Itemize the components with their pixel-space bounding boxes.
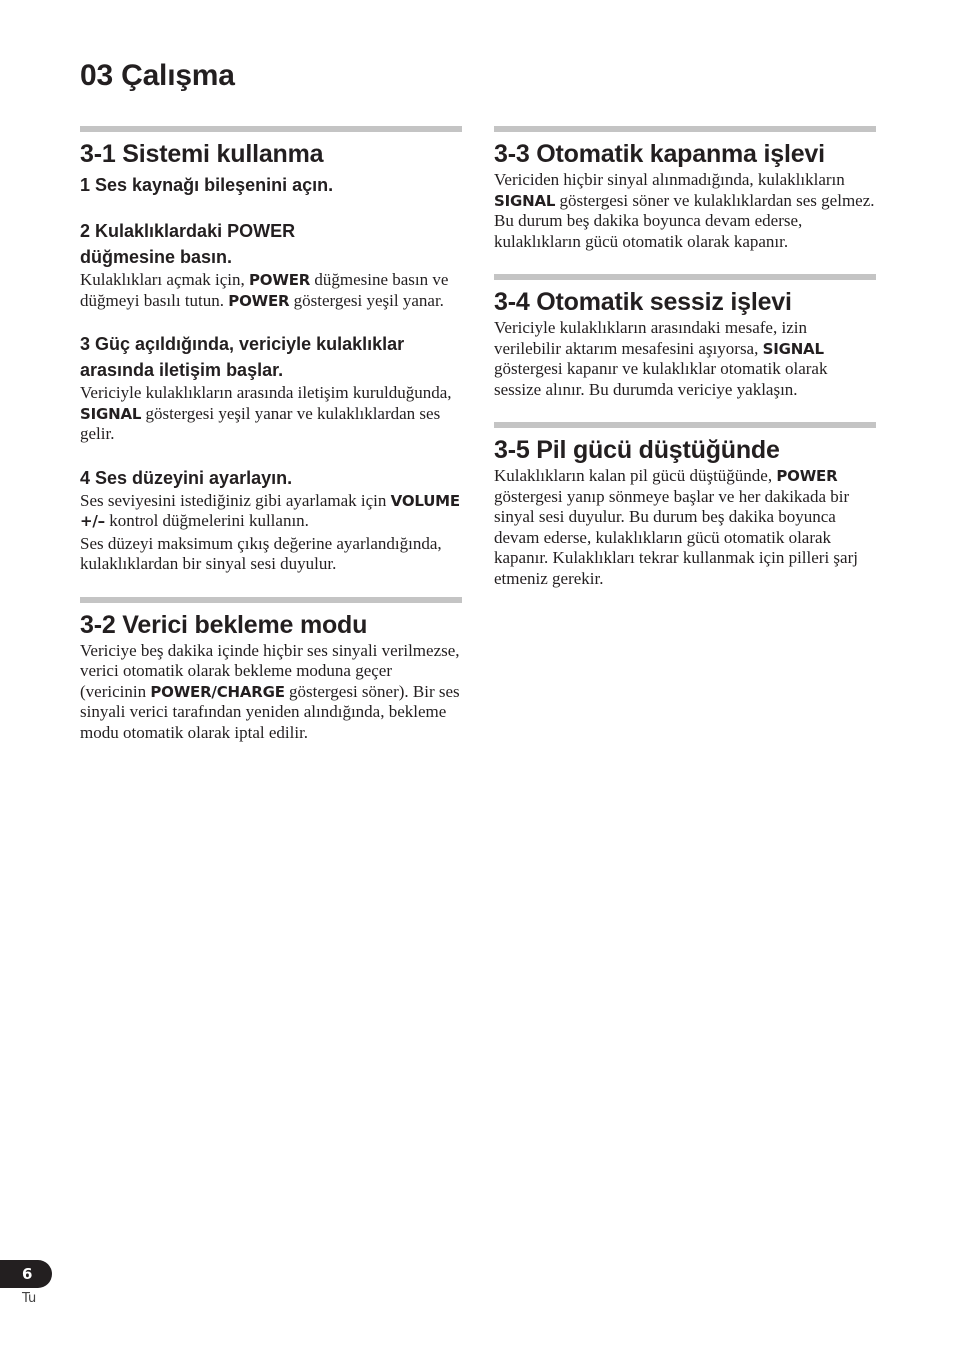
step-heading: 3 Güç açıldığında, vericiyle kulaklıklar arasında iletişim başlar. — [80, 334, 405, 380]
section-body: Vericiye beş dakika içinde hiçbir ses sinyali verilmezse, verici otomatik olarak bekleme moduna geçer (vericinin POWER/CHARGE göstergesi söner). Bir ses sinyali verici tarafından yeniden alındığında, bekleme modu otomatik olarak iptal edilir. — [80, 640, 460, 742]
step-2 — [80, 218, 462, 311]
step-heading: 4 Ses düzeyini ayarlayın. — [80, 467, 293, 488]
right-column — [494, 126, 876, 611]
keyword: SIGNAL — [80, 404, 142, 423]
section-heading: 3-5 Pil gücü düştüğünde — [494, 436, 780, 464]
section-body: Vericiyle kulaklıkların arasındaki mesafe, izin verilebilir aktarım mesafesini aşıyorsa, SIGNAL göstergesi kapanır ve kulaklıklar otomatik olarak sessize alınır. Bu durumda vericiye yaklaşın. — [494, 318, 828, 399]
section-body: Kulaklıkların kalan pil gücü düştüğünde, POWER göstergesi yanıp sönmeye başlar ve her dakikada bir sinyal sesi duyulur. Bu durum beş dakika boyunca devam ederse, kulaklıkların gücü otomatik olarak kapanır. Kulaklıkları tekrar kullanmak için pilleri şarj etmeniz gerekir. — [494, 466, 858, 588]
step-heading: 1 Ses kaynağı bileşenini açın. — [80, 175, 334, 195]
step-body: Vericiyle kulaklıkların arasında iletişim kurulduğunda, SIGNAL göstergesi yeşil yanar ve kulaklıklardan ses gelir. — [80, 383, 452, 443]
section-3-1 — [80, 126, 462, 575]
section-rule — [494, 422, 876, 428]
section-heading: 3-2 Verici bekleme modu — [80, 610, 368, 639]
page-number-tab: 6 — [0, 1260, 52, 1288]
section-heading: 3-4 Otomatik sessiz işlevi — [494, 288, 792, 316]
section-3-3 — [494, 126, 876, 252]
step-3 — [80, 331, 462, 445]
keyword: POWER — [228, 291, 290, 310]
keyword: POWER — [249, 271, 311, 289]
section-rule — [80, 126, 462, 132]
section-heading: 3-1 Sistemi kullanma — [80, 140, 324, 168]
left-column — [80, 126, 462, 765]
section-rule — [80, 597, 462, 603]
section-body: Vericiden hiçbir sinyal alınmadığında, kulaklıkların SIGNAL göstergesi söner ve kulaklıklardan ses gelmez. Bu durum beş dakika boyunca devam ederse, kulaklıkların gücü otomatik olarak kapanır. — [494, 170, 875, 251]
step-body: Ses seviyesini istediğiniz gibi ayarlamak için VOLUME +/– kontrol düğmelerini kullanın. — [80, 490, 460, 530]
chapter-title: 03 Çalışma — [80, 59, 235, 92]
step-body: Kulaklıkları açmak için, POWER düğmesine basın ve düğmeyi basılı tutun. POWER göstergesi yeşil yanar. — [80, 270, 449, 310]
keyword: POWER — [776, 467, 838, 485]
keyword: SIGNAL — [494, 191, 556, 210]
section-3-2 — [80, 597, 462, 744]
step-body: Ses düzeyi maksimum çıkış değerine ayarlandığında, kulaklıklardan bir sinyal sesi duyulur. — [80, 533, 442, 573]
section-3-5 — [494, 422, 876, 589]
keyword: SIGNAL — [762, 339, 824, 358]
step-heading: 2 Kulaklıklardaki POWER düğmesine basın. — [80, 221, 296, 267]
keyword: VOLUME +/– — [80, 491, 460, 530]
section-rule — [494, 126, 876, 132]
section-heading: 3-3 Otomatik kapanma işlevi — [494, 140, 825, 168]
section-rule — [494, 274, 876, 280]
language-code: Tu — [22, 1291, 37, 1306]
step-4 — [80, 465, 462, 575]
keyword: POWER/CHARGE — [150, 682, 285, 701]
section-3-4 — [494, 274, 876, 400]
